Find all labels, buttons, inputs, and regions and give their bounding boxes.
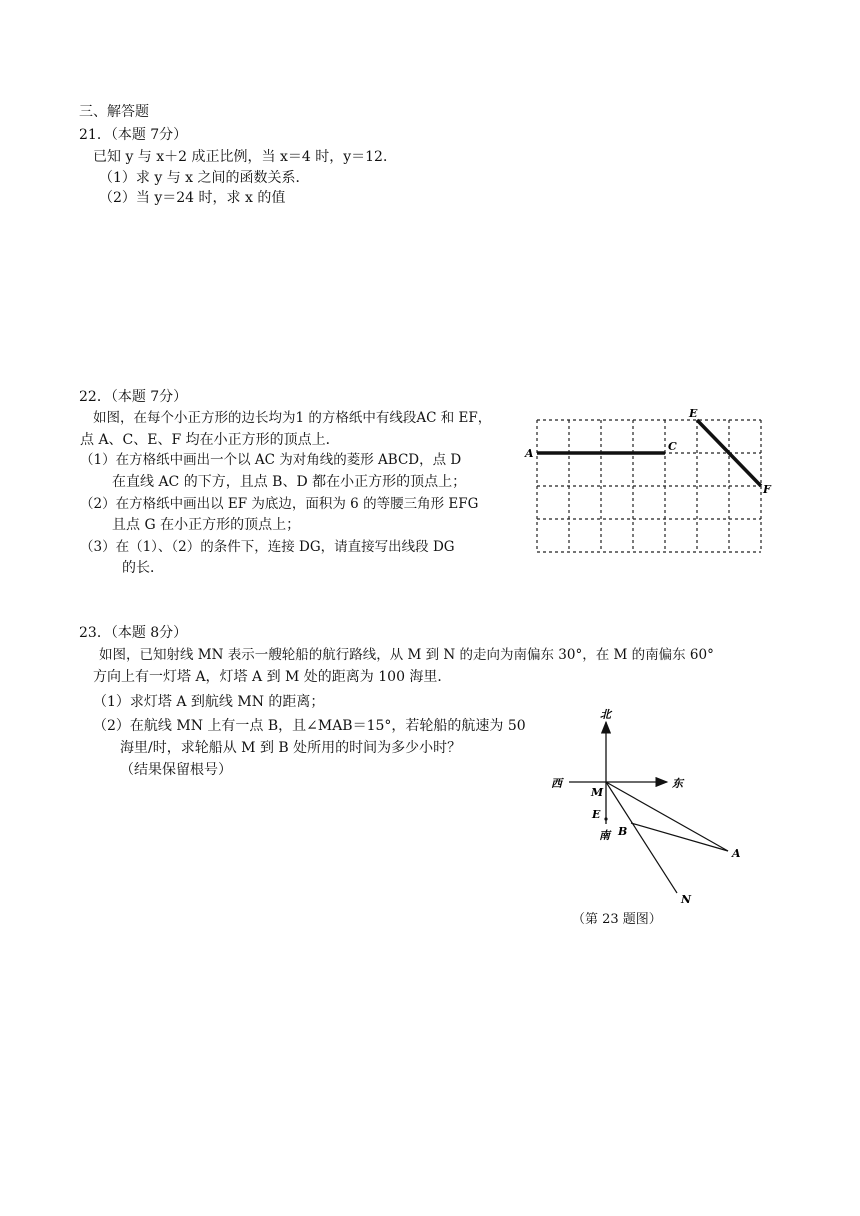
label-b: B — [618, 825, 628, 838]
q21-part2: （2）当 y＝24 时，求 x 的值 — [99, 190, 286, 206]
q22-part3b: 的长． — [122, 560, 164, 576]
q23-line2: 方向上有一灯塔 A，灯塔 A 到 M 处的距离为 100 海里． — [93, 669, 452, 685]
q23-part2c: （结果保留根号） — [120, 762, 232, 778]
point-e — [604, 817, 607, 820]
q22-part2b: 且点 G 在小正方形的顶点上； — [112, 517, 301, 533]
q22-line1: 如图，在每个小正方形的边长均为1 的方格纸中有线段AC 和 EF， — [93, 410, 492, 426]
label-west: 西 — [551, 777, 562, 790]
grid-lines — [537, 420, 761, 552]
label-c: C — [668, 440, 677, 453]
label-south: 南 — [599, 829, 610, 842]
segment-ma — [606, 782, 728, 851]
label-north: 北 — [600, 708, 611, 721]
q23-part2b: 海里/时，求轮船从 M 到 B 处所用的时间为多少小时？ — [120, 740, 462, 756]
label-a: A — [732, 847, 741, 860]
q22-part1a: （1）在方格纸中画出一个以 AC 为对角线的菱形 ABCD，点 D — [80, 452, 462, 468]
label-e: E — [689, 407, 698, 420]
section-title: 三、解答题 — [79, 104, 149, 120]
q23-header: 23．（本题 8分） — [79, 625, 188, 641]
q23-part1: （1）求灯塔 A 到航线 MN 的距离； — [93, 694, 325, 710]
q22-part1b: 在直线 AC 的下方，且点 B、D 都在小正方形的顶点上； — [112, 474, 467, 490]
segment-ba — [631, 823, 728, 851]
label-n: N — [681, 893, 692, 906]
ray-mn — [606, 782, 677, 893]
label-m: M — [591, 786, 604, 799]
label-f: F — [763, 483, 771, 496]
label-a: A — [525, 447, 534, 460]
q21-part1: （1）求 y 与 x 之间的函数关系． — [99, 170, 310, 186]
q22-line2: 点 A、C、E、F 均在小正方形的顶点上． — [80, 432, 340, 448]
q21-header: 21．（本题 7分） — [79, 127, 188, 143]
q23-line1: 如图，已知射线 MN 表示一艘轮船的航行路线，从 M 到 N 的走向为南偏东 30°，在 M 的南偏东 60° — [99, 647, 714, 663]
q23-route-figure — [545, 700, 765, 910]
q22-grid-figure — [525, 405, 778, 560]
q22-part2a: （2）在方格纸中画出以 EF 为底边，面积为 6 的等腰三角形 EFG — [80, 496, 479, 512]
label-east: 东 — [672, 777, 683, 790]
q23-figure-caption: （第 23 题图） — [572, 912, 662, 927]
q22-part3a: （3）在（1）、（2）的条件下，连接 DG，请直接写出线段 DG — [80, 539, 455, 555]
q21-stem: 已知 y 与 x＋2 成正比例，当 x＝4 时，y＝12． — [93, 149, 397, 165]
q22-header: 22．（本题 7分） — [79, 389, 188, 405]
label-e: E — [592, 808, 601, 821]
q23-part2a: （2）在航线 MN 上有一点 B，且∠MAB＝15°，若轮船的航速为 50 — [93, 718, 526, 734]
